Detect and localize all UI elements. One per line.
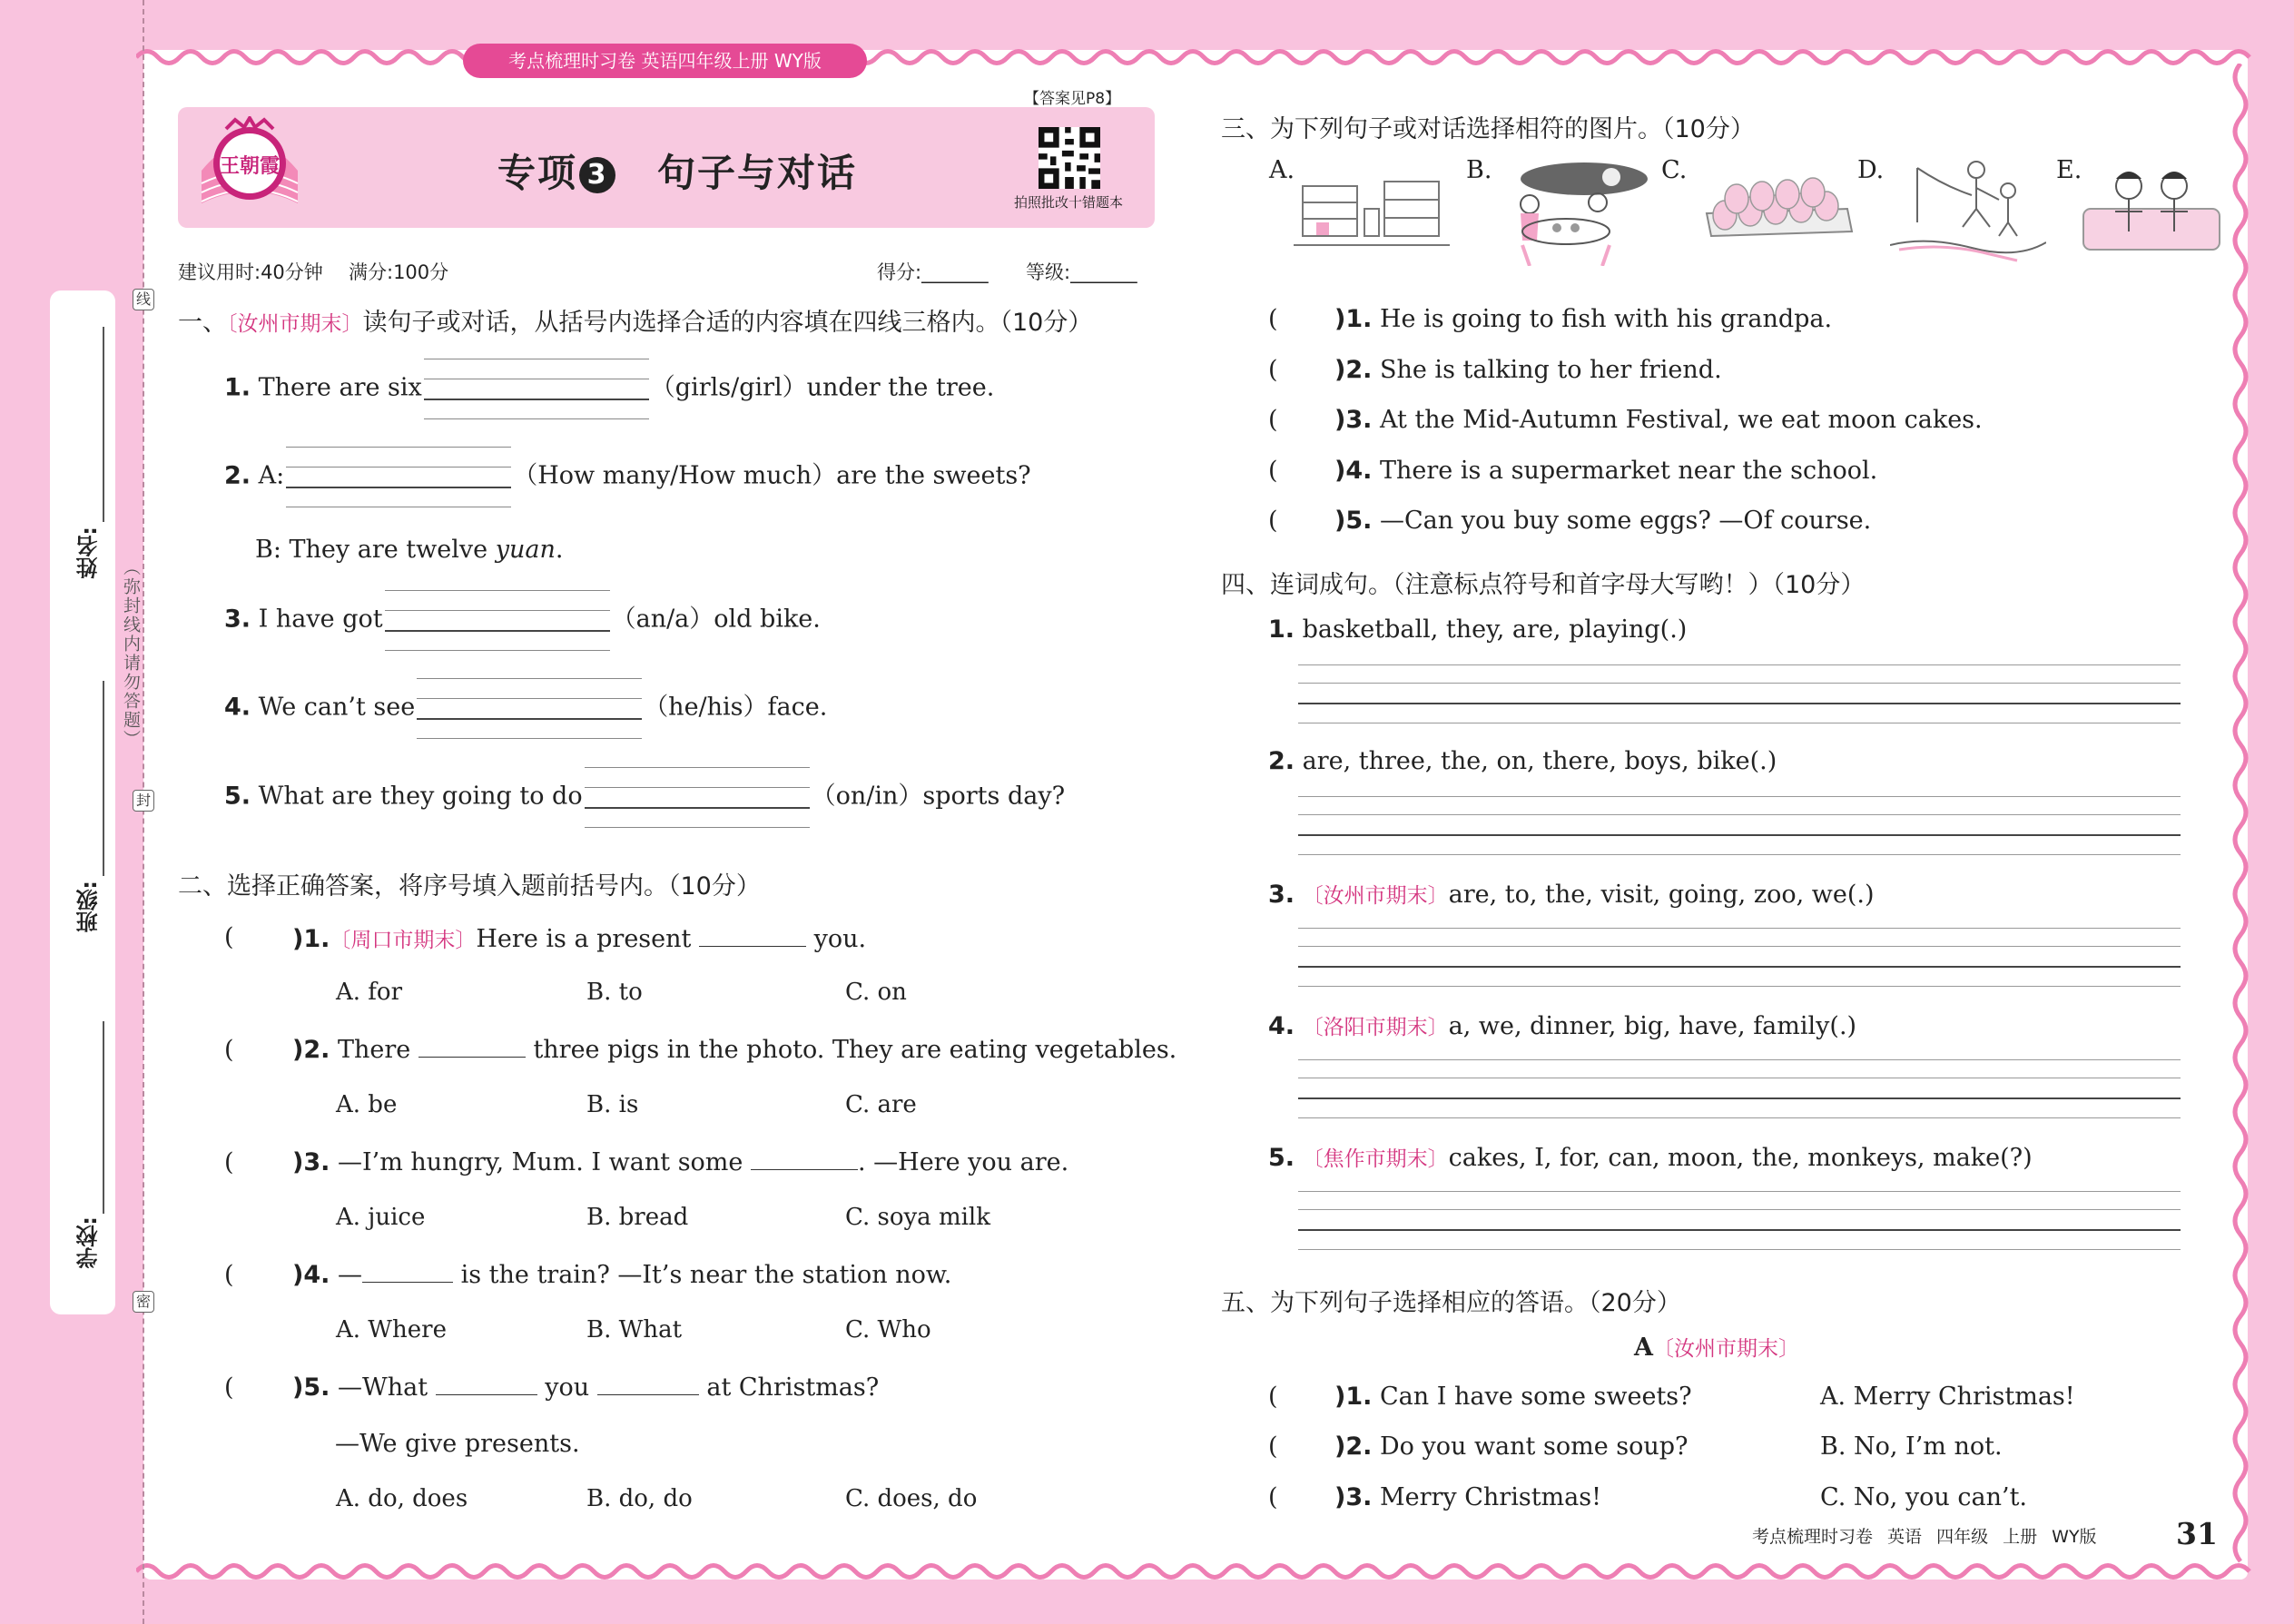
binding-strip: [50, 290, 115, 1314]
class-field[interactable]: [103, 681, 104, 876]
s2-blank-3[interactable]: [751, 1149, 858, 1170]
school-field[interactable]: [103, 1021, 104, 1214]
s4-item-1: 1. basketball, they, are, playing(.): [1268, 615, 1688, 644]
s3-item-2: )2. She is talking to her friend.: [1334, 356, 1722, 384]
s2-q4-option-c: C. Who: [845, 1316, 931, 1343]
s2-q3-option-a: A. juice: [336, 1204, 426, 1231]
s2-paren-1[interactable]: (: [224, 923, 234, 951]
binding-note: （弥封线内请勿答题）: [121, 558, 141, 749]
s2-paren-4[interactable]: (: [224, 1261, 234, 1289]
s5-question-2: )2. Do you want some soup?: [1334, 1432, 1689, 1461]
s3-paren-5[interactable]: (: [1268, 507, 1278, 535]
s2-paren-2[interactable]: (: [224, 1036, 234, 1064]
picture-label-a: A.: [1269, 156, 1295, 184]
s1-item-2: 2. A: （How many/How much）are the sweets?: [224, 447, 1031, 507]
s1-item-2b: B: They are twelve yuan.: [255, 536, 564, 564]
s2-question-3: )3. —I’m hungry, Mum. I want some . —Here you are.: [292, 1148, 1069, 1176]
section3-title: 三、为下列句子或对话选择相符的图片。（10分）: [1221, 115, 1755, 143]
s4-answer-4[interactable]: [1298, 1059, 2181, 1123]
s2-question-5-reply: —We give presents.: [335, 1430, 580, 1458]
s2-question-5: )5. —What you at Christmas?: [292, 1373, 880, 1402]
title-prefix: 专项: [497, 151, 578, 195]
s2-blank-5a[interactable]: [436, 1374, 537, 1395]
name-field[interactable]: [103, 327, 104, 522]
s5-paren-3[interactable]: (: [1268, 1483, 1278, 1511]
s3-paren-1[interactable]: (: [1268, 305, 1278, 333]
section1-title: 一、〔汝州市期末〕读句子或对话，从括号内选择合适的内容填在四线三格内。（10分）: [178, 309, 1093, 337]
s3-item-1: )1. He is going to fish with his grandpa.: [1334, 305, 1833, 333]
s1-item-1: 1. There are six （girls/girl）under the tree.: [224, 359, 994, 418]
section4-title: 四、连词成句。（注意标点符号和首字母大写哟！）（10分）: [1221, 571, 1866, 599]
page-number: 31: [2176, 1516, 2218, 1551]
full-score: 满分:100分: [349, 261, 449, 283]
s3-paren-2[interactable]: (: [1268, 356, 1278, 384]
s2-question-1: )1.〔周口市期末〕Here is a present you.: [292, 925, 867, 953]
s2-q5-option-c: C. does, do: [845, 1485, 978, 1512]
s2-q5-option-a: A. do, does: [336, 1485, 468, 1512]
s2-blank-1[interactable]: [699, 926, 806, 947]
picture-label-c: C.: [1661, 156, 1688, 184]
picture-label-d: D.: [1857, 156, 1885, 184]
s4-answer-1[interactable]: [1298, 664, 2181, 728]
binding-mark-bottom: 密: [133, 1291, 154, 1313]
s2-question-4: )4. — is the train? —It’s near the station now.: [292, 1261, 952, 1289]
s5-answer-a: A. Merry Christmas!: [1820, 1383, 2075, 1411]
s4-item-4: 4. 〔洛阳市期末〕a, we, dinner, big, have, family(.): [1268, 1012, 1857, 1040]
publisher-logo: [194, 116, 305, 223]
right-wave-border: [2230, 64, 2251, 1570]
s1-answer-1[interactable]: [424, 359, 649, 418]
s3-item-4: )4. There is a supermarket near the school.: [1334, 457, 1878, 485]
s2-blank-4[interactable]: [362, 1262, 453, 1283]
bottom-wave-border: [136, 1560, 2256, 1583]
section2-title: 二、选择正确答案，将序号填入题前括号内。（10分）: [178, 872, 761, 901]
class-label: 班级:: [76, 881, 102, 933]
time-limit: 建议用时:40分钟: [178, 261, 323, 283]
moon-cakes-picture: [1493, 159, 1649, 266]
name-label: 姓名:: [76, 527, 102, 579]
s2-q4-option-a: A. Where: [336, 1316, 447, 1343]
s2-q2-option-b: B. is: [586, 1091, 639, 1118]
s3-item-5: )5. —Can you buy some eggs? —Of course.: [1334, 507, 1872, 535]
s1-answer-3[interactable]: [385, 590, 610, 650]
s2-q2-option-c: C. are: [845, 1091, 917, 1118]
s1-item-4: 4. We can’t see （he/his）face.: [224, 678, 827, 738]
binding-mark-top: 线: [133, 289, 154, 310]
s5-answer-c: C. No, you can’t.: [1820, 1483, 2028, 1511]
s2-paren-3[interactable]: (: [224, 1148, 234, 1176]
s4-answer-5[interactable]: [1298, 1191, 2181, 1255]
title-main: 句子与对话: [657, 151, 858, 195]
talking-friends-picture: [2079, 159, 2235, 266]
picture-label-e: E.: [2056, 156, 2082, 184]
s5-paren-2[interactable]: (: [1268, 1432, 1278, 1461]
s3-paren-4[interactable]: (: [1268, 457, 1278, 485]
s3-paren-3[interactable]: (: [1268, 406, 1278, 434]
page-footer: 考点梳理时习卷 英语 四年级 上册 WY版: [1752, 1527, 2097, 1547]
s2-q3-option-b: B. bread: [586, 1204, 689, 1231]
s1-answer-5[interactable]: [585, 767, 810, 827]
s2-q2-option-a: A. be: [336, 1091, 398, 1118]
s5-question-1: )1. Can I have some sweets?: [1334, 1383, 1692, 1411]
fishing-picture: [1890, 159, 2046, 266]
s1-item-3: 3. I have got （an/a）old bike.: [224, 590, 821, 650]
picture-label-b: B.: [1466, 156, 1492, 184]
qr-caption: 拍照批改十错题本: [1014, 194, 1124, 211]
s4-item-3: 3. 〔汝州市期末〕are, to, the, visit, going, zoo, we(.): [1268, 881, 1875, 909]
s4-answer-3[interactable]: [1298, 928, 2181, 991]
section1-source: 〔汝州市期末〕: [227, 312, 363, 336]
s5-answer-b: B. No, I’m not.: [1820, 1432, 2003, 1461]
logo-text: 王朝霞: [219, 155, 281, 178]
s2-question-2: )2. There three pigs in the photo. They are eating vegetables.: [292, 1036, 1177, 1064]
page-title: [497, 143, 857, 198]
top-banner: 考点梳理时习卷 英语四年级上册 WY版: [463, 44, 867, 78]
s5-subsection-a: A〔汝州市期末〕: [1634, 1334, 1799, 1362]
s1-item-5: 5. What are they going to do （on/in）sports day?: [224, 767, 1065, 827]
s1-answer-2[interactable]: [286, 447, 511, 507]
s2-paren-5[interactable]: (: [224, 1373, 234, 1402]
supermarket-picture: [1294, 159, 1450, 266]
eggs-picture: [1702, 159, 1858, 266]
s2-q5-option-b: B. do, do: [586, 1485, 693, 1512]
s2-q1-option-a: A. for: [336, 979, 403, 1006]
s4-item-5: 5. 〔焦作市期末〕cakes, I, for, can, moon, the, monkeys, make(?): [1268, 1144, 2033, 1172]
qr-code-icon[interactable]: [1039, 127, 1100, 189]
s2-q3-option-c: C. soya milk: [845, 1204, 990, 1231]
s2-q1-option-b: B. to: [586, 979, 643, 1006]
section5-title: 五、为下列句子选择相应的答语。（20分）: [1221, 1289, 1681, 1317]
school-label: 学校:: [76, 1216, 102, 1269]
top-wave-border: [136, 45, 2256, 69]
s2-q1-option-c: C. on: [845, 979, 907, 1006]
binding-mark-mid: 封: [133, 790, 154, 812]
score-field[interactable]: 得分:_______: [877, 261, 989, 283]
cut-line: [143, 0, 144, 1624]
s5-paren-1[interactable]: (: [1268, 1383, 1278, 1411]
s3-item-3: )3. At the Mid-Autumn Festival, we eat moon cakes.: [1334, 406, 1983, 434]
s2-blank-2[interactable]: [418, 1037, 526, 1058]
s2-q4-option-b: B. What: [586, 1316, 683, 1343]
s5-question-3: )3. Merry Christmas!: [1334, 1483, 1601, 1511]
s4-answer-2[interactable]: [1298, 796, 2181, 860]
s1-answer-4[interactable]: [417, 678, 642, 738]
s2-blank-5b[interactable]: [597, 1374, 699, 1395]
grade-field[interactable]: 等级:_______: [1026, 261, 1137, 283]
s4-item-2: 2. are, three, the, on, there, boys, bike(.): [1268, 747, 1777, 775]
title-number-badge: 3: [579, 157, 615, 193]
answer-reference: 【答案见P8】: [1024, 90, 1121, 108]
